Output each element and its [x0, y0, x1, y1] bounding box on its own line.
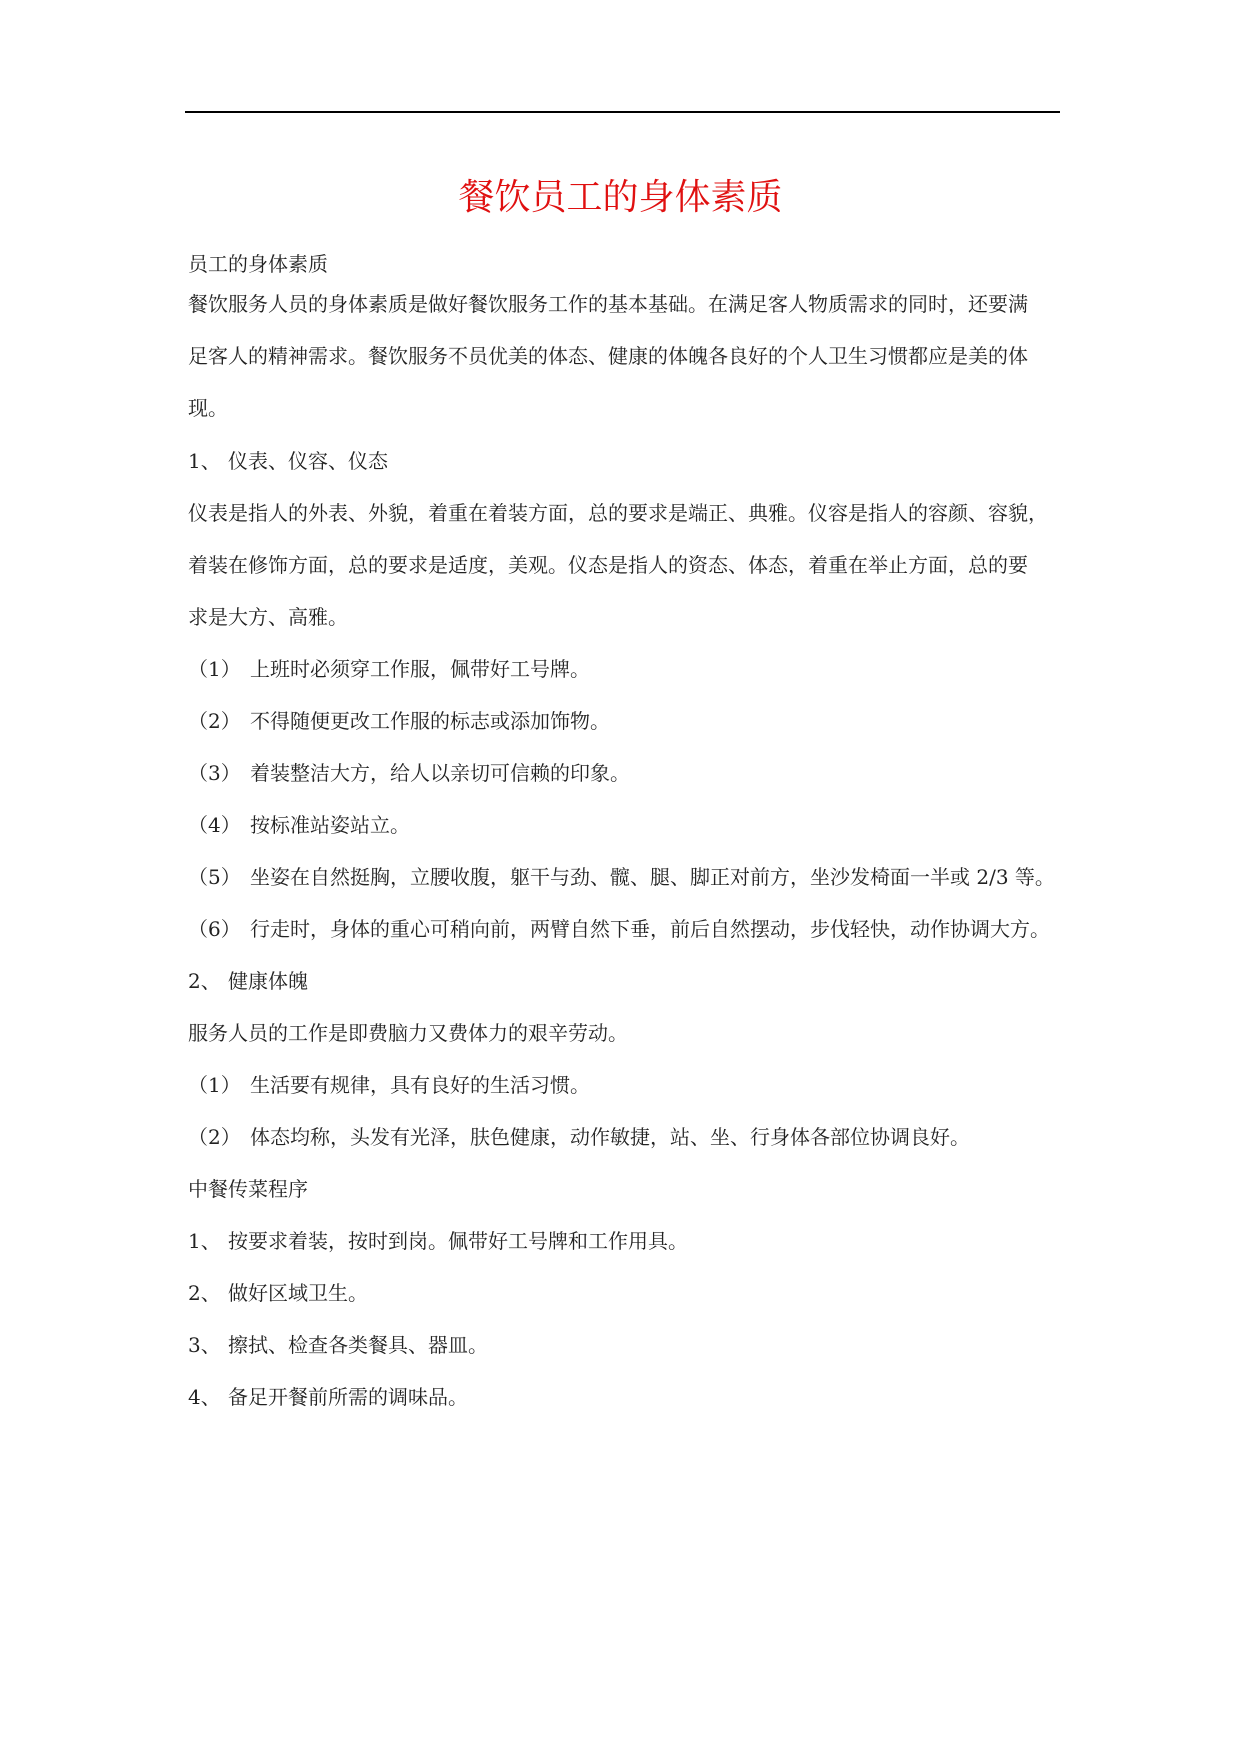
intro-line-1: 餐饮服务人员的身体素质是做好餐饮服务工作的基本基础。在满足客人物质需求的同时，还要满	[188, 292, 1028, 316]
intro-line-3: 现。	[188, 396, 228, 420]
list-item-marker: （1）	[188, 1073, 241, 1097]
list-item-marker: （3）	[188, 761, 241, 785]
header-rule	[185, 111, 1060, 113]
list-item-text: 行走时，身体的重心可稍向前，两臂自然下垂，前后自然摆动，步伐轻快，动作协调大方。	[250, 917, 1050, 941]
list-item-marker: （5）	[188, 865, 241, 889]
section2-heading: 健康体魄	[228, 969, 308, 993]
list-item-text: 上班时必须穿工作服，佩带好工号牌。	[250, 657, 590, 681]
section2-body: 服务人员的工作是即费脑力又费体力的艰辛劳动。	[188, 1021, 628, 1045]
list-item-text: 坐姿在自然挺胸，立腰收腹，躯干与劲、髋、腿、脚正对前方，坐沙发椅面一半或 2/3 等。	[250, 865, 1055, 889]
procedure-step-number: 1、	[188, 1229, 221, 1253]
section-heading: 员工的身体素质	[188, 252, 328, 276]
section1-body-line-3: 求是大方、高雅。	[188, 605, 348, 629]
procedure-step-text: 做好区域卫生。	[228, 1281, 368, 1305]
section1-body-line-2: 着装在修饰方面，总的要求是适度，美观。仪态是指人的资态、体态，着重在举止方面，总的要	[188, 553, 1028, 577]
intro-line-2: 足客人的精神需求。餐饮服务不员优美的体态、健康的体魄各良好的个人卫生习惯都应是美的体	[188, 344, 1028, 368]
list-item-marker: （6）	[188, 917, 241, 941]
list-item-marker: （2）	[188, 1125, 241, 1149]
list-item-marker: （1）	[188, 657, 241, 681]
list-item-text: 着装整洁大方，给人以亲切可信赖的印象。	[250, 761, 630, 785]
procedure-step-number: 4、	[188, 1385, 221, 1409]
list-item-text: 体态均称，头发有光泽，肤色健康，动作敏捷，站、坐、行身体各部位协调良好。	[250, 1125, 970, 1149]
section1-heading: 仪表、仪容、仪态	[228, 449, 388, 473]
list-item-marker: （2）	[188, 709, 241, 733]
procedure-step-text: 备足开餐前所需的调味品。	[228, 1385, 468, 1409]
list-item-text: 生活要有规律，具有良好的生活习惯。	[250, 1073, 590, 1097]
section2-number: 2、	[188, 969, 221, 993]
procedure-step-text: 擦拭、检查各类餐具、器皿。	[228, 1333, 488, 1357]
list-item-text: 按标准站姿站立。	[250, 813, 410, 837]
procedure-step-number: 2、	[188, 1281, 221, 1305]
procedure-step-text: 按要求着装，按时到岗。佩带好工号牌和工作用具。	[228, 1229, 688, 1253]
list-item-marker: （4）	[188, 813, 241, 837]
list-item-text: 不得随便更改工作服的标志或添加饰物。	[250, 709, 610, 733]
procedure-heading: 中餐传菜程序	[188, 1177, 308, 1201]
procedure-step-number: 3、	[188, 1333, 221, 1357]
section1-number: 1、	[188, 449, 221, 473]
document-title: 餐饮员工的身体素质	[458, 177, 783, 218]
section1-body-line-1: 仪表是指人的外表、外貌，着重在着装方面，总的要求是端正、典雅。仪容是指人的容颜、容貌，	[188, 501, 1048, 525]
